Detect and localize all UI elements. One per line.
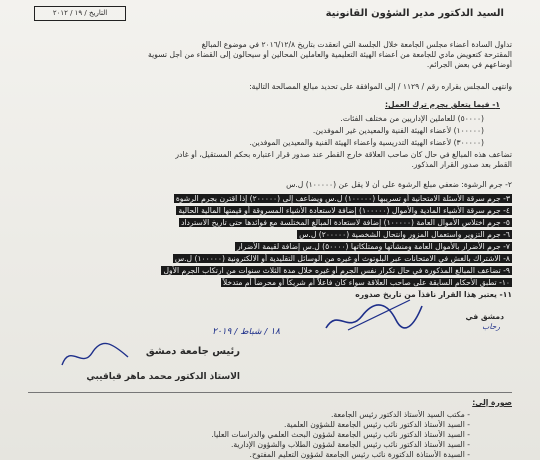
crime-item: ٨- الاشتراك بالغش في الامتحانات عبر البلوتوث أو غيره من الوسائل التقليدية أو الالكترونية (١٠٠٠٠٠) ل.س	[174, 254, 510, 263]
section1-item: (١٠٠٠٠٠) لأعضاء الهيئة الفنية والمعيدين غير الموفدين.	[312, 126, 484, 135]
handwritten-date: ١٨ / شباط / ٢٠١٩	[212, 328, 280, 337]
crime-item: ٣- جرم سرقة الأسئلة الامتحانية أو تسريبها (١٠٠٠٠٠) ل.س ويضاعف إلى (٢٠٠٠٠٠) إذا اقترن بجرم الرشوة	[175, 194, 510, 203]
copy-item: - السيد الأستاذ الدكتور نائب رئيس الجامعة للشؤون العلمية.	[284, 420, 470, 429]
section1-title: ١- فيما يتعلق بجرم ترك العمل:	[384, 100, 500, 109]
crime-item: ٢- جرم الرشوة: ضعفي مبلغ الرشوة على أن لا يقل عن (١٠٠٠٠٠) ل.س	[286, 180, 512, 189]
crime-item: ٩- تضاعف المبالغ المذكورة في حال تكرار نفس الجرم أو غيره خلال مدة الثلاث سنوات من ارتكاب الجرم الأول	[163, 266, 510, 275]
date-box: التاريخ / ١٩ / ٢٠١٢	[34, 6, 126, 21]
intro-line-2: المقترحة كتعويض مادي للجامعة من أعضاء الهيئة التعليمية والعاملين المحالين أو سيحالون إلى القضاء من أجل تسوية	[148, 50, 512, 59]
divider	[28, 392, 512, 393]
section1-note: تضاعف هذه المبالغ في حال كان صاحب العلاقة خارج القطر عند صدور قرار اعتباره بحكم المستقيل، أو غادر	[175, 150, 512, 159]
crime-item: ٤- جرم سرقة الأشياء المادية والأموال (١٠٠٠٠٠) إضافة لاستعادة الأشياء المسروقة أو قيمتها المالية الحالية	[178, 206, 510, 215]
copy-item: - السيد الأستاذ الدكتور نائب رئيس الجامعة لشؤون البحث العلمي والدراسات العليا.	[211, 430, 470, 439]
signature-title: رئيس جامعة دمشق	[145, 346, 240, 357]
side-note: رحاب	[482, 322, 500, 331]
copy-item: - مكتب السيد الأستاذ الدكتور رئيس الجامعة.	[330, 410, 470, 419]
section1-note: القطر بعد صدور القرار المذكور.	[411, 160, 512, 169]
copy-title: صورة إلى:	[472, 398, 512, 407]
crime-item: ٦- جرم التزوير واستعمال المزور وانتحال الشخصية (٢٠٠٠٠٠) ل.س	[299, 230, 510, 239]
copy-item: - السيد الأستاذ الدكتور نائب رئيس الجامعة لشؤون الطلاب والشؤون الإدارية.	[230, 440, 470, 449]
intro-line-3: أوضاعهم في بعض الجرائم.	[426, 60, 512, 69]
section1-item: (٣٠٠٠٠٠) لأعضاء الهيئة التدريسية وأعضاء الهيئة الفنية والمعيدين الموفدين.	[249, 138, 484, 147]
place-label: دمشق في	[465, 312, 504, 321]
copy-item: - السيدة الأستاذة الدكتورة نائب رئيس الجامعة لشؤون التعليم المفتوح.	[249, 450, 470, 459]
intro-line-1: تداول السادة أعضاء مجلس الجامعة خلال الجلسة التي انعقدت بتاريخ ٢٠١٦/١٢/٨ في موضوع المبالغ	[201, 40, 512, 49]
crime-item: ٥- جرم اختلاس الأموال العامة (١٠٠٠٠٠) إضافة لاستعادة المبالغ المختلسة مع فوائدها حتى تاريخ الاسترداد	[181, 218, 510, 227]
crime-item: ٧- جرم الأضرار بالأموال العامة ومنشآتها وممتلكاتها (٥٠٠٠٠) ل.س إضافة لقيمة الأضرار	[236, 242, 510, 251]
crime-item: ١١- يعتبر هذا القرار نافذاً من تاريخ صدوره	[355, 290, 512, 299]
section1-item: (٥٠٠٠٠) للعاملين الإداريين من مختلف الفئات.	[340, 114, 484, 123]
crime-item: ١٠- تطبق الأحكام السابقة على صاحب العلاقة سواء كان فاعلاً أم شريكاً أو محرضاً أم متدخلاً	[222, 278, 510, 287]
recipient-heading: السيد الدكتور مدير الشؤون القانونية	[325, 8, 504, 19]
decision-text: وانتهى المجلس بقراره رقم / ١١٢٩ / إلى الموافقة على تحديد مبالغ المصالحة التالية:	[249, 82, 512, 91]
signature-name: الأستاذ الدكتور محمد ماهر قباقيبي	[86, 372, 240, 382]
initial-scribble	[56, 335, 136, 375]
signature-scribble	[318, 290, 428, 340]
